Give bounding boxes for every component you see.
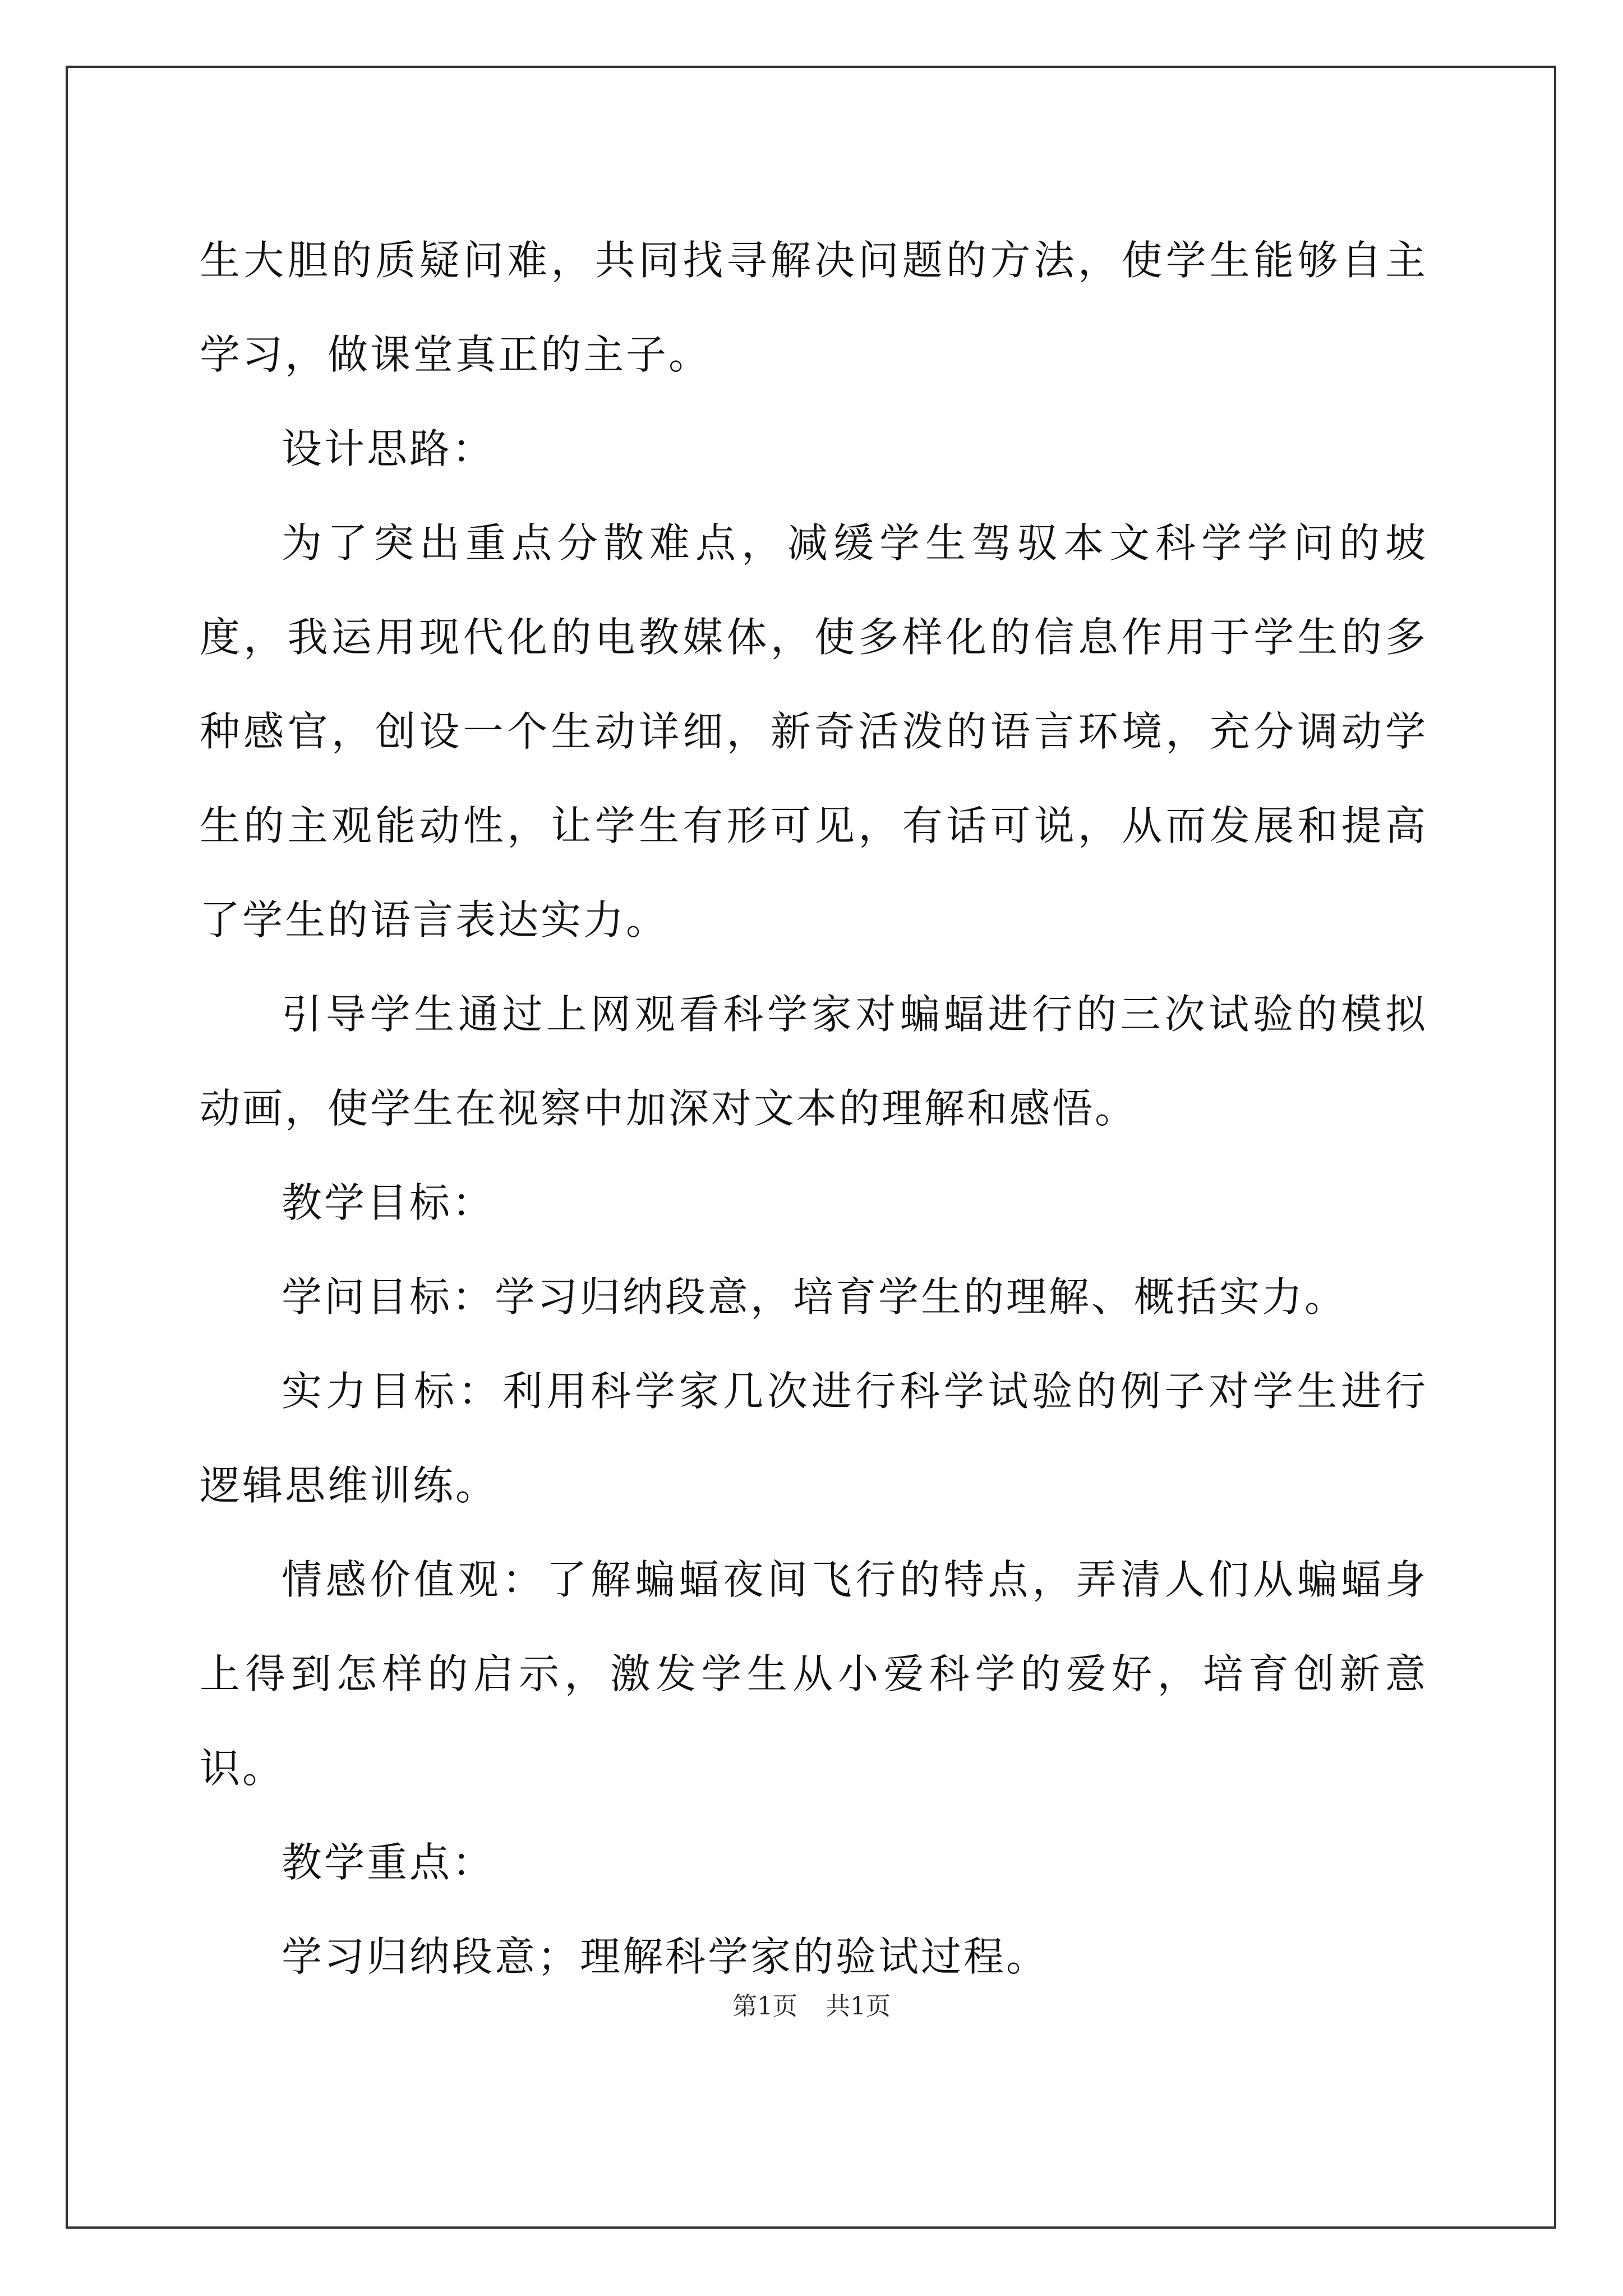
paragraph-ability-goal: 实力目标：利用科学家几次进行科学试验的例子对学生进行逻辑思维训练。 xyxy=(200,1368,1428,1509)
heading-design-ideas: 设计思路： xyxy=(282,425,495,472)
paragraph-teaching-focus: 学习归纳段意；理解科学家的验试过程。 xyxy=(282,1933,1049,1980)
heading-teaching-focus: 教学重点： xyxy=(282,1839,495,1886)
document-body xyxy=(200,213,1428,2004)
paragraph-animation: 引导学生通过上网观看科学家对蝙蝠进行的三次试验的模拟动画，使学生在视察中加深对文本的理解和感悟。 xyxy=(200,991,1428,1132)
paragraph-emotion-goal: 情感价值观：了解蝙蝠夜间飞行的特点，弄清人们从蝙蝠身上得到怎样的启示，激发学生从小爱科学的爱好，培育创新意识。 xyxy=(200,1556,1428,1792)
paragraph-design-ideas: 为了突出重点分散难点，减缓学生驾驭本文科学学问的坡度，我运用现代化的电教媒体，使多样化的信息作用于学生的多种感官，创设一个生动详细，新奇活泼的语言环境，充分调动学生的主观能动性，让学生有形可见，有话可说，从而发展和提高了学生的语言表达实力。 xyxy=(200,519,1428,944)
page-number: 第1页 xyxy=(732,1992,797,2021)
page-total: 共1页 xyxy=(826,1992,891,2021)
paragraph-knowledge-goal: 学问目标：学习归纳段意，培育学生的理解、概括实力。 xyxy=(282,1273,1348,1320)
heading-teaching-goals: 教学目标： xyxy=(282,1179,495,1226)
paragraph-continuation: 生大胆的质疑问难，共同找寻解决问题的方法，使学生能够自主学习，做课堂真正的主子。 xyxy=(200,237,1428,378)
page-footer xyxy=(0,1986,1623,2022)
